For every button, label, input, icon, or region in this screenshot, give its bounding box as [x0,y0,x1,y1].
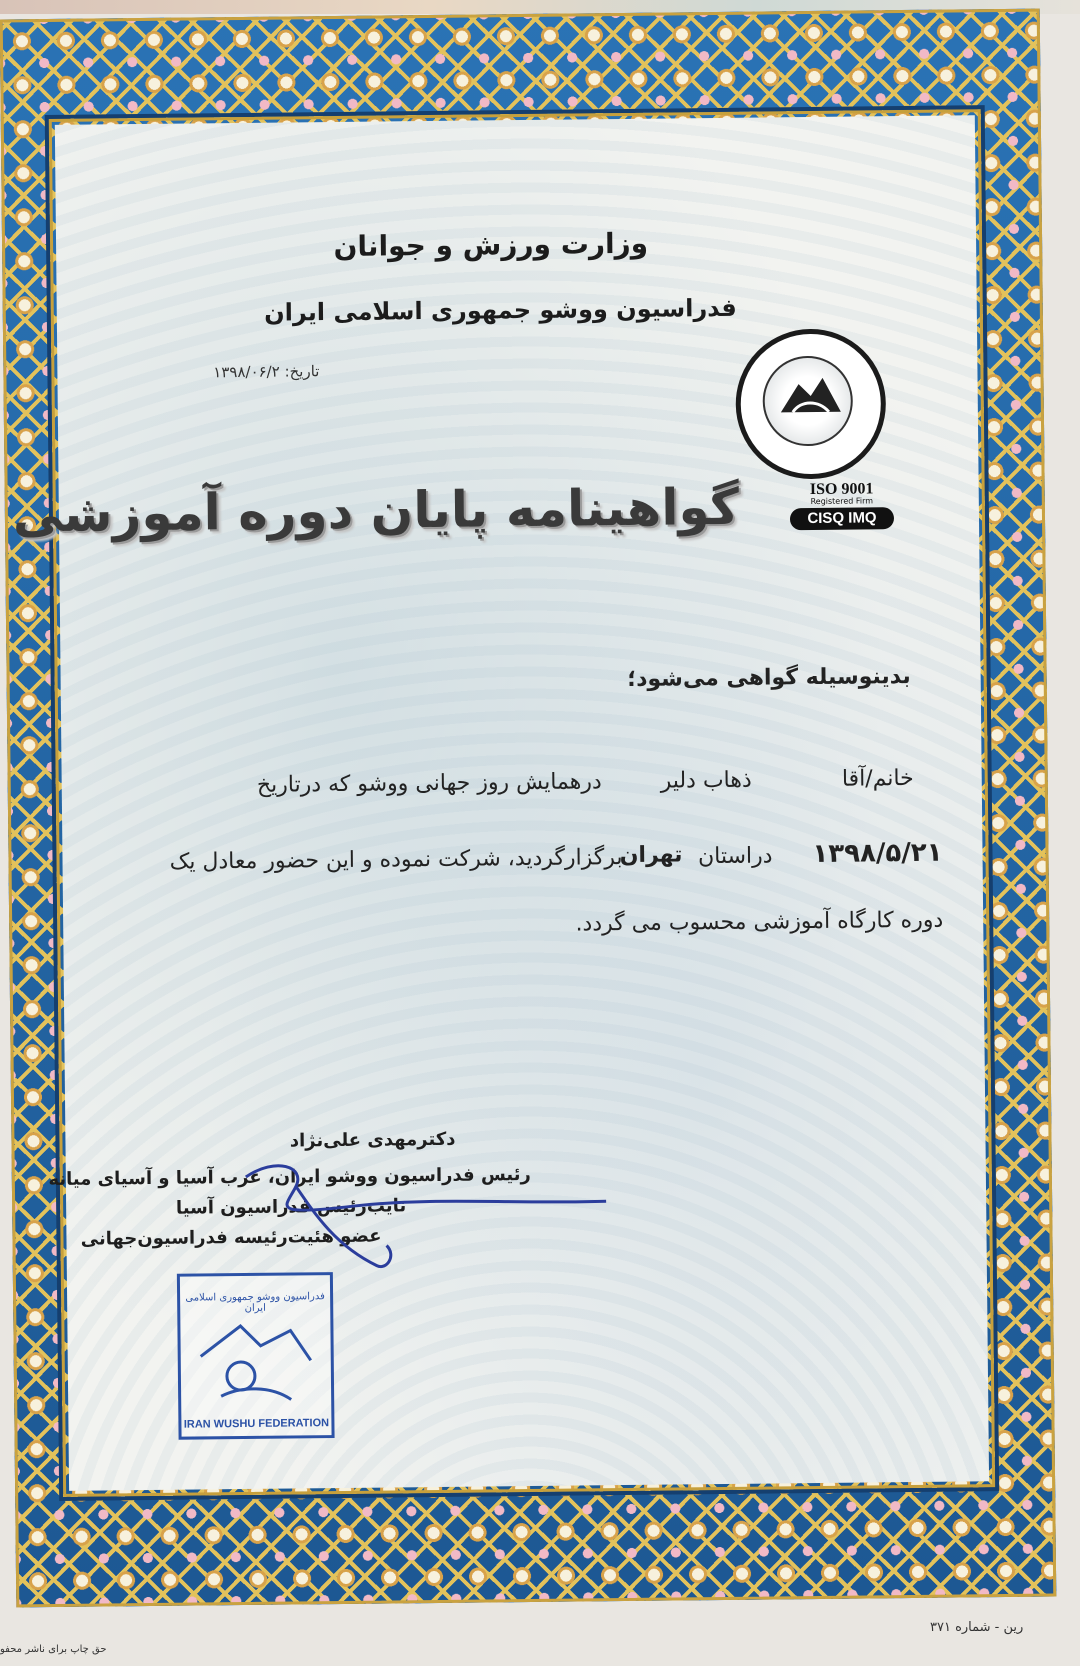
iso-title: ISO 9001 [809,480,874,499]
city-prefix: دراستان [697,843,773,870]
logo-mountain-icon [740,333,881,474]
signer-role-1: رئیس فدراسیون ووشو ایران، غرب آسیا و آسیای میانه [48,1163,531,1191]
iso-subtitle: Registered Firm [810,496,874,507]
event-date: ۱۳۹۸/۵/۲۱ [812,837,943,870]
certificate-title: گواهینامه پایان دوره آموزشی [12,477,740,544]
federation-heading: فدراسیون ووشو جمهوری اسلامی ایران [264,293,737,327]
honorific-label: خانم/آقا [841,765,914,792]
attendance-text: برگزارگردید، شرکت نموده و این حضور معادل یک [169,845,623,875]
recipient-name: ذهاب دلیر [660,767,752,794]
intro-line: بدینوسیله گواهی می‌شود؛ [627,663,911,692]
federation-stamp [177,1272,335,1440]
stamp-label: IRAN WUSHU FEDERATION [183,1417,330,1431]
event-description: درهمایش روز جهانی ووشو که درتاریخ [256,769,602,798]
signer-name: دکترمهدی علی‌نژاد [289,1128,456,1152]
footer-series-number: رین - شماره ۳۷۱ [930,1620,1024,1635]
handwritten-signature [236,1143,617,1287]
ornamental-border [0,9,1056,1608]
wushu-federation-logo [735,328,887,480]
stamp-emblem-icon [180,1275,332,1437]
workshop-equivalence: دوره کارگاه آموزشی محسوب می گردد. [575,907,944,937]
signer-role-3: عضو هئیت‌رئیسه فدراسیون‌جهانی [80,1225,382,1250]
signer-role-2: نایب‌رئیس فدراسیون آسیا [175,1195,407,1219]
event-city: تهران [619,842,683,869]
iso-badge [787,480,898,537]
footer-copyright: حق چاپ برای ناشر محفو [0,1644,107,1655]
stamp-arc-text: فدراسیون ووشو جمهوری اسلامی ایران [185,1291,325,1314]
issue-date: تاریخ: ۱۳۹۸/۰۶/۲ [213,362,320,382]
ministry-heading: وزارت ورزش و جوانان [333,226,649,264]
imq-badge: CISQ IMQ [790,507,894,530]
certificate-paper [12,115,989,1491]
